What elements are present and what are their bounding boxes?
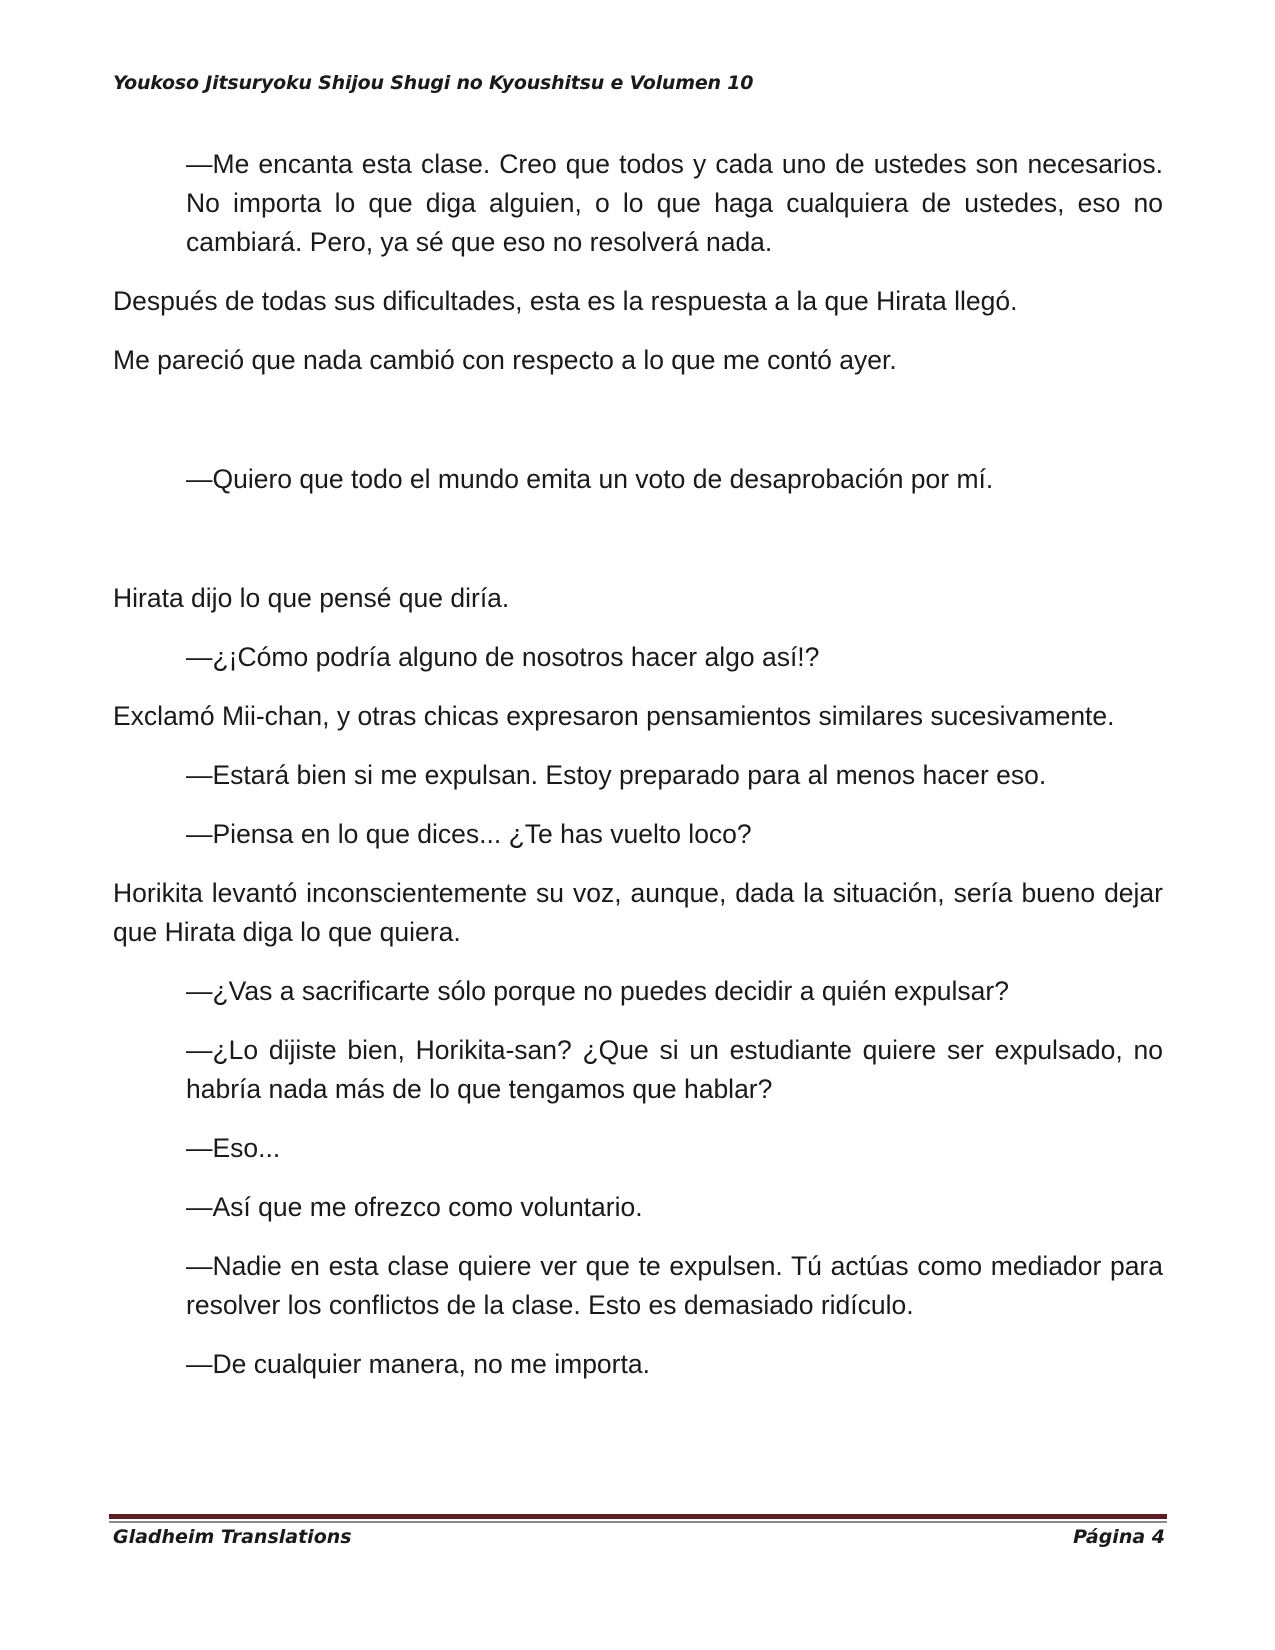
paragraph-narration: Después de todas sus dificultades, esta es la respuesta a la que Hirata llegó.: [113, 286, 1018, 316]
footer-divider-thin: [109, 1521, 1167, 1523]
paragraph-narration: Hirata dijo lo que pensé que diría.: [113, 583, 510, 613]
paragraph-dialogue: —Así que me ofrezco como voluntario.: [186, 1192, 643, 1222]
paragraph-narration: Horikita levantó inconscientemente su voz, aunque, dada la situación, sería bueno dejar que Hirata diga lo que quiera.: [113, 878, 1163, 947]
footer-page-number: Página 4: [1073, 1526, 1165, 1548]
scene-break-spacer: [113, 519, 1163, 579]
paragraph-narration: Exclamó Mii-chan, y otras chicas expresaron pensamientos similares sucesivamente.: [113, 701, 1115, 731]
footer-divider: [109, 1514, 1167, 1519]
paragraph-dialogue: —¿Vas a sacrificarte sólo porque no puedes decidir a quién expulsar?: [186, 976, 1009, 1006]
paragraph-dialogue: —De cualquier manera, no me importa.: [186, 1349, 650, 1379]
body-text: [113, 145, 1163, 1404]
paragraph-dialogue: —Me encanta esta clase. Creo que todos y cada uno de ustedes son necesarios. No importa lo que diga alguien, o lo que haga cualquiera de ustedes, eso no cambiará. Pero, ya sé que eso no resolverá nada.: [186, 149, 1163, 257]
paragraph-dialogue: —Quiero que todo el mundo emita un voto de desaprobación por mí.: [186, 464, 994, 494]
paragraph-dialogue: —Estará bien si me expulsan. Estoy preparado para al menos hacer eso.: [186, 760, 1047, 790]
page-header-title: Youkoso Jitsuryoku Shijou Shugi no Kyoushitsu e Volumen 10: [113, 72, 754, 94]
paragraph-dialogue: —Piensa en lo que dices... ¿Te has vuelto loco?: [186, 819, 752, 849]
paragraph-dialogue: —¿¡Cómo podría alguno de nosotros hacer algo así!?: [186, 642, 820, 672]
footer-publisher: Gladheim Translations: [113, 1526, 352, 1548]
paragraph-dialogue: —Nadie en esta clase quiere ver que te expulsen. Tú actúas como mediador para resolver los conflictos de la clase. Esto es demasiado ridículo.: [186, 1251, 1163, 1320]
paragraph-dialogue: —Eso...: [186, 1133, 281, 1163]
paragraph-narration: Me pareció que nada cambió con respecto a lo que me contó ayer.: [113, 345, 897, 375]
scene-break-spacer: [113, 400, 1163, 460]
paragraph-dialogue: —¿Lo dijiste bien, Horikita-san? ¿Que si un estudiante quiere ser expulsado, no habría nada más de lo que tengamos que hablar?: [186, 1035, 1163, 1104]
